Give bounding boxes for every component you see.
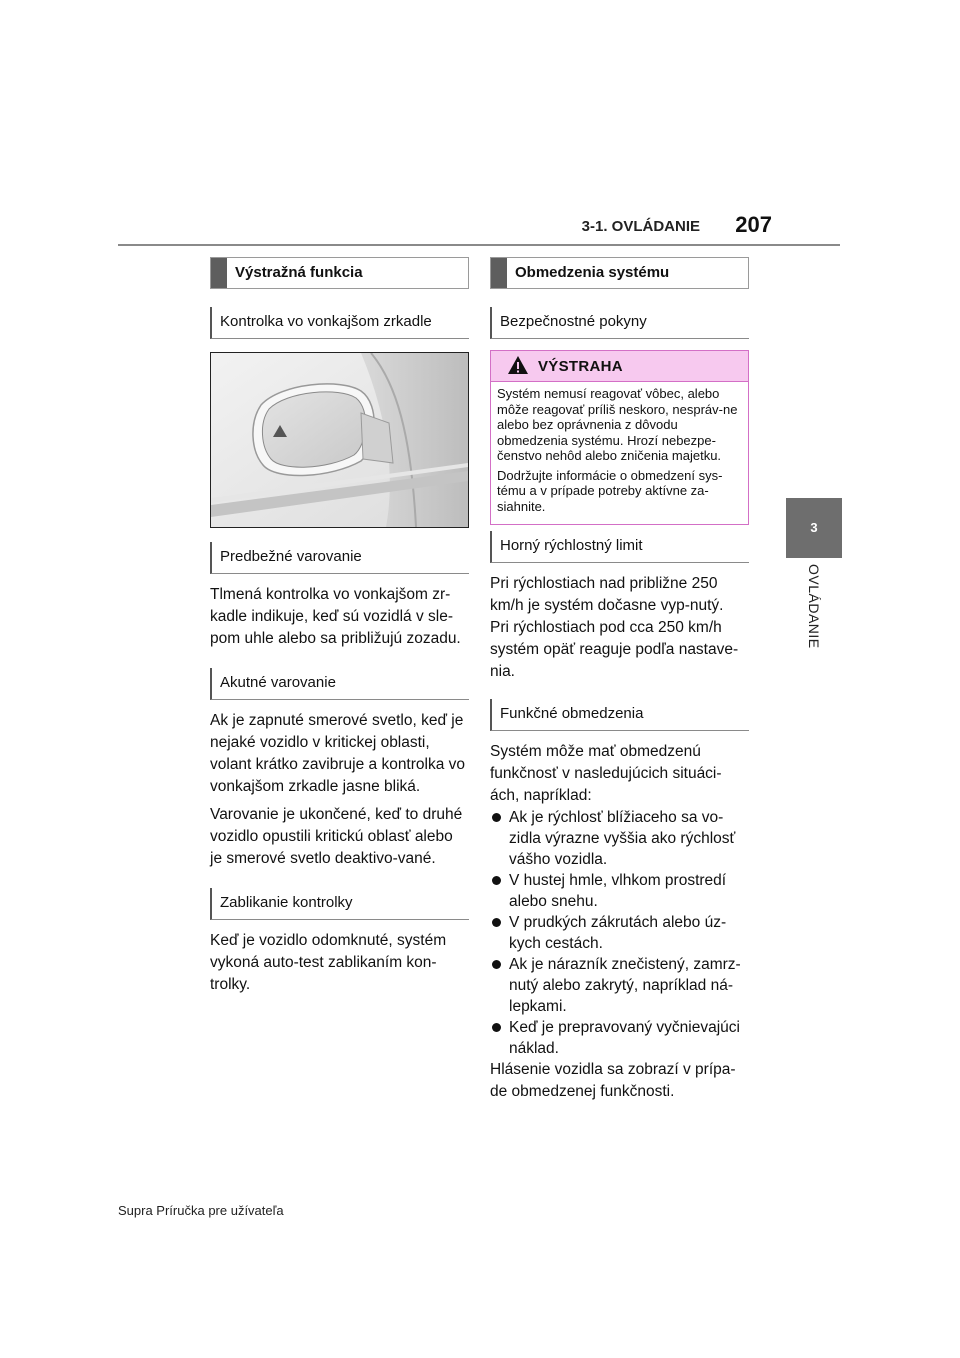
- page-number: 207: [735, 212, 772, 237]
- subheading-indicator-blink: Zablikanie kontrolky: [210, 888, 469, 920]
- page-header: [118, 0, 840, 246]
- section-heading-bar: [211, 258, 227, 288]
- section-label: 3-1. OVLÁDANIE: [581, 218, 700, 235]
- list-item: Keď je prepravovaný vyčnievajúci náklad.: [490, 1017, 749, 1059]
- functional-limits-intro: Systém môže mať obmedzenú funkčnosť v nasledujúcich situáci-ách, napríklad:: [490, 743, 722, 804]
- subheading-mirror-indicator: Kontrolka vo vonkajšom zrkadle: [210, 307, 469, 339]
- warning-body: [491, 382, 748, 524]
- list-item: V hustej hmle, vlhkom prostredí alebo snehu.: [490, 870, 749, 912]
- list-item: Ak je rýchlosť blížiaceho sa vo-zidla výrazne vyššia ako rýchlosť vášho vozidla.: [490, 807, 749, 870]
- warning-text-1: Systém nemusí reagovať vôbec, alebo môže reagovať príliš neskoro, nespráv-ne alebo bez oprávnenia z dôvodu obmedzenia systému. Hrozí nebezpe-čenstvo nehôd alebo zničenia majetku.: [497, 386, 738, 463]
- functional-limits-list: [490, 807, 749, 1059]
- chapter-label-text: OVLÁDANIE: [806, 564, 822, 649]
- section-heading-title: Obmedzenia systému: [515, 264, 670, 281]
- section-heading-bar: [491, 258, 507, 288]
- bullet-icon: [492, 918, 501, 927]
- mirror-illustration-drawing: [211, 353, 468, 527]
- bullet-icon: [492, 876, 501, 885]
- chapter-label: [786, 564, 842, 674]
- indicator-blink-text: Keď je vozidlo odomknuté, systém vykoná auto-test zablikaním kon-trolky.: [210, 932, 447, 993]
- warning-text-2: Dodržujte informácie o obmedzení sys-tému a v prípade potreby aktívne za-siahnite.: [497, 467, 723, 514]
- left-column: [210, 257, 469, 996]
- subheading-functional-limits: Funkčné obmedzenia: [490, 699, 749, 731]
- speed-limit-text-2: Pri rýchlostiach pod cca 250 km/h systém opäť reaguje podľa nastave-nia.: [490, 619, 739, 680]
- right-column: [490, 257, 749, 1103]
- subheading-pre-warning: Predbežné varovanie: [210, 542, 469, 574]
- bullet-icon: [492, 960, 501, 969]
- chapter-tab: 3: [786, 498, 842, 558]
- vehicle-message-text: Hlásenie vozidla sa zobrazí v prípa-de obmedzenej funkčnosti.: [490, 1061, 736, 1100]
- warning-end-text: Varovanie je ukončené, keď to druhé vozidlo opustili kritickú oblasť alebo je smerové svetlo deaktivo-vané.: [210, 806, 463, 867]
- list-item: V prudkých zákrutách alebo úz-kych cestách.: [490, 912, 749, 954]
- subheading-acute-warning: Akutné varovanie: [210, 668, 469, 700]
- list-item: Ak je nárazník znečistený, zamrz-nutý alebo zakrytý, napríklad ná-lepkami.: [490, 954, 749, 1017]
- warning-triangle-icon: [507, 355, 529, 375]
- page-footer: Supra Príručka pre užívateľa: [118, 1203, 284, 1218]
- section-heading-warning-function: [210, 257, 469, 289]
- pre-warning-text: Tlmená kontrolka vo vonkajšom zr-kadle indikuje, keď sú vozidlá v sle-pom uhle alebo sa približujú zozadu.: [210, 586, 461, 647]
- warning-title: VÝSTRAHA: [538, 358, 623, 375]
- header-rule: [118, 244, 840, 246]
- bullet-icon: [492, 813, 501, 822]
- warning-box: [490, 350, 749, 525]
- bullet-icon: [492, 1023, 501, 1032]
- mirror-illustration: [210, 352, 469, 528]
- mirror-figure-wrap: [210, 352, 469, 528]
- subheading-safety-notes: Bezpečnostné pokyny: [490, 307, 749, 339]
- acute-warning-text: Ak je zapnuté smerové svetlo, keď je nejaké vozidlo v kritickej oblasti, volant krátko zavibruje a kontrolka vo vonkajšom zrkadle jasne bliká.: [210, 712, 466, 795]
- warning-header: [491, 351, 748, 382]
- section-heading-title: Výstražná funkcia: [235, 264, 363, 281]
- speed-limit-text-1: Pri rýchlostiach nad približne 250 km/h je systém dočasne vyp-nutý.: [490, 575, 724, 614]
- section-heading-system-limits: [490, 257, 749, 289]
- subheading-speed-limit: Horný rýchlostný limit: [490, 531, 749, 563]
